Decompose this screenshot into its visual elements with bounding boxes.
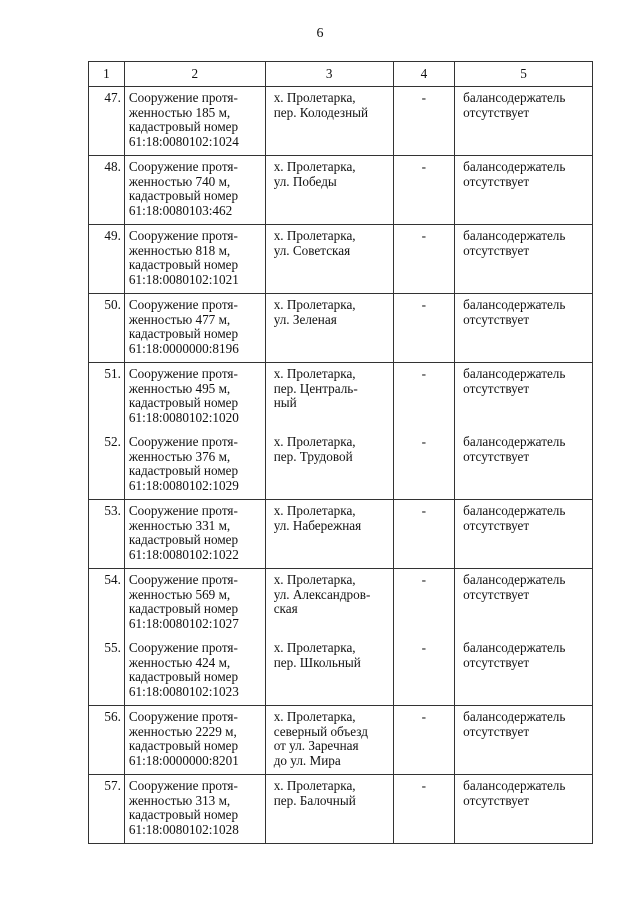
table-row [89,500,593,569]
object-address-line: х. Пролетарка, [273,228,356,243]
balance-holder-line: балансодержатель [463,640,566,655]
object-address [265,156,393,225]
object-name [124,294,265,363]
object-name-line: 61:18:0000000:8196 [128,340,239,356]
object-name-line: Сооружение протя- [128,778,238,793]
balance-holder-line: отсутствует [463,792,530,808]
table-row [89,775,593,844]
object-address-line: пер. Трудовой [273,448,353,464]
object-name-line: Сооружение протя- [128,640,238,655]
object-name [124,500,265,569]
balance-holder [455,775,593,844]
balance-holder-line: отсутствует [463,586,530,602]
object-address-line: ул. Александров- [273,586,371,602]
object-address [265,431,393,500]
object-address-line: х. Пролетарка, [273,297,356,312]
balance-holder [455,363,593,432]
balance-holder [455,294,593,363]
column-header: 2 [124,62,265,87]
table-row [89,87,593,156]
object-note: - [393,431,455,500]
object-name-line: кадастровый номер [128,807,239,823]
object-name-line: 61:18:0080102:1020 [128,409,239,425]
object-address [265,225,393,294]
object-address-line: пер. Колодезный [273,104,369,120]
object-address-line: ул. Набережная [273,517,362,533]
object-name-line: кадастровый номер [128,188,239,204]
object-name-line: женностью 569 м, [128,586,231,602]
object-name-line: женностью 313 м, [128,792,231,808]
registry-rows [89,87,593,844]
object-address-line: х. Пролетарка, [273,159,356,174]
object-name-line: Сооружение протя- [128,366,238,381]
object-name [124,363,265,432]
object-name-line: кадастровый номер [128,119,239,135]
row-number: 48. [89,156,125,225]
row-number: 52. [89,431,125,500]
object-name [124,156,265,225]
object-address [265,500,393,569]
object-name-line: Сооружение протя- [128,709,238,724]
object-name [124,569,265,638]
row-number: 57. [89,775,125,844]
object-name [124,775,265,844]
balance-holder-line: балансодержатель [463,228,566,243]
balance-holder-line: отсутствует [463,380,530,396]
table-row [89,637,593,706]
object-name [124,706,265,775]
object-address-line: х. Пролетарка, [273,90,356,105]
column-header: 1 [89,62,125,87]
object-note: - [393,706,455,775]
object-name-line: кадастровый номер [128,669,239,685]
object-address-line: ул. Зеленая [273,311,337,327]
balance-holder-line: отсутствует [463,654,530,670]
object-address-line: до ул. Мира [273,752,341,768]
object-name-line: Сооружение протя- [128,159,238,174]
balance-holder-line: отсутствует [463,242,530,258]
object-name-line: кадастровый номер [128,601,239,617]
balance-holder-line: балансодержатель [463,297,566,312]
object-address-line: х. Пролетарка, [273,640,356,655]
object-note: - [393,225,455,294]
object-address-line: ул. Советская [273,242,351,258]
object-name-line: кадастровый номер [128,326,239,342]
balance-holder [455,637,593,706]
object-address-line: пер. Централь- [273,380,358,396]
object-name-line: Сооружение протя- [128,228,238,243]
object-address-line: х. Пролетарка, [273,434,356,449]
object-note: - [393,363,455,432]
table-row [89,706,593,775]
object-name-line: 61:18:0080102:1027 [128,615,239,631]
balance-holder-line: отсутствует [463,517,530,533]
row-number: 49. [89,225,125,294]
object-address [265,87,393,156]
object-name-line: женностью 2229 м, [128,723,237,739]
object-name-line: 61:18:0080102:1024 [128,133,239,149]
object-address-line: от ул. Заречная [273,738,359,754]
object-note: - [393,156,455,225]
object-name-line: Сооружение протя- [128,434,238,449]
object-address-line: северный объезд [273,723,368,739]
object-name [124,225,265,294]
row-number: 54. [89,569,125,638]
object-name-line: 61:18:0080102:1029 [128,477,239,493]
object-address [265,775,393,844]
table-row [89,225,593,294]
object-name-line: кадастровый номер [128,257,239,273]
object-address [265,569,393,638]
object-address-line: ул. Победы [273,173,337,189]
column-header: 4 [393,62,455,87]
balance-holder-line: отсутствует [463,104,530,120]
table-row [89,294,593,363]
object-name-line: женностью 818 м, [128,242,231,258]
object-address-line: х. Пролетарка, [273,709,356,724]
object-name-line: 61:18:0080102:1021 [128,271,239,287]
object-name [124,87,265,156]
object-name-line: 61:18:0000000:8201 [128,752,239,768]
object-name-line: женностью 185 м, [128,104,231,120]
object-name-line: Сооружение протя- [128,90,238,105]
object-name-line: 61:18:0080103:462 [128,202,233,218]
object-address-line: х. Пролетарка, [273,366,356,381]
table-row [89,156,593,225]
balance-holder [455,569,593,638]
row-number: 55. [89,637,125,706]
row-number: 53. [89,500,125,569]
object-address-line: пер. Балочный [273,792,356,808]
balance-holder-line: балансодержатель [463,572,566,587]
object-address-line: х. Пролетарка, [273,778,356,793]
table-row [89,431,593,500]
object-address-line: ный [273,395,297,411]
balance-holder [455,156,593,225]
balance-holder-line: отсутствует [463,448,530,464]
column-header: 3 [265,62,393,87]
balance-holder-line: балансодержатель [463,709,566,724]
property-registry-table [88,61,593,844]
object-address [265,706,393,775]
object-name-line: Сооружение протя- [128,297,238,312]
object-name-line: женностью 740 м, [128,173,231,189]
object-note: - [393,569,455,638]
object-name-line: 61:18:0080102:1028 [128,821,239,837]
object-note: - [393,500,455,569]
balance-holder-line: балансодержатель [463,366,566,381]
balance-holder-line: отсутствует [463,723,530,739]
object-note: - [393,775,455,844]
object-address-line: х. Пролетарка, [273,572,356,587]
balance-holder-line: балансодержатель [463,503,566,518]
object-note: - [393,294,455,363]
row-number: 51. [89,363,125,432]
object-name [124,637,265,706]
page-number: 6 [316,26,324,41]
balance-holder-line: балансодержатель [463,90,566,105]
balance-holder-line: балансодержатель [463,778,566,793]
object-name [124,431,265,500]
header-row [89,62,593,87]
object-note: - [393,87,455,156]
object-name-line: женностью 477 м, [128,311,231,327]
balance-holder [455,87,593,156]
balance-holder-line: отсутствует [463,311,530,327]
object-name-line: Сооружение протя- [128,572,238,587]
object-name-line: женностью 495 м, [128,380,231,396]
object-name-line: женностью 331 м, [128,517,231,533]
row-number: 50. [89,294,125,363]
column-header: 5 [455,62,593,87]
object-name-line: кадастровый номер [128,532,239,548]
object-name-line: женностью 376 м, [128,448,231,464]
row-number: 47. [89,87,125,156]
object-address [265,637,393,706]
table-row [89,569,593,638]
object-name-line: Сооружение протя- [128,503,238,518]
object-address [265,294,393,363]
balance-holder-line: отсутствует [463,173,530,189]
balance-holder [455,431,593,500]
object-name-line: 61:18:0080102:1023 [128,683,239,699]
balance-holder-line: балансодержатель [463,434,566,449]
object-name-line: кадастровый номер [128,738,239,754]
object-address-line: пер. Школьный [273,654,361,670]
table-row [89,363,593,432]
object-name-line: кадастровый номер [128,395,239,411]
balance-holder-line: балансодержатель [463,159,566,174]
object-name-line: 61:18:0080102:1022 [128,546,239,562]
balance-holder [455,500,593,569]
object-name-line: кадастровый номер [128,463,239,479]
balance-holder [455,225,593,294]
object-name-line: женностью 424 м, [128,654,231,670]
row-number: 56. [89,706,125,775]
object-address-line: х. Пролетарка, [273,503,356,518]
object-address [265,363,393,432]
balance-holder [455,706,593,775]
object-address-line: ская [273,601,298,617]
object-note: - [393,637,455,706]
